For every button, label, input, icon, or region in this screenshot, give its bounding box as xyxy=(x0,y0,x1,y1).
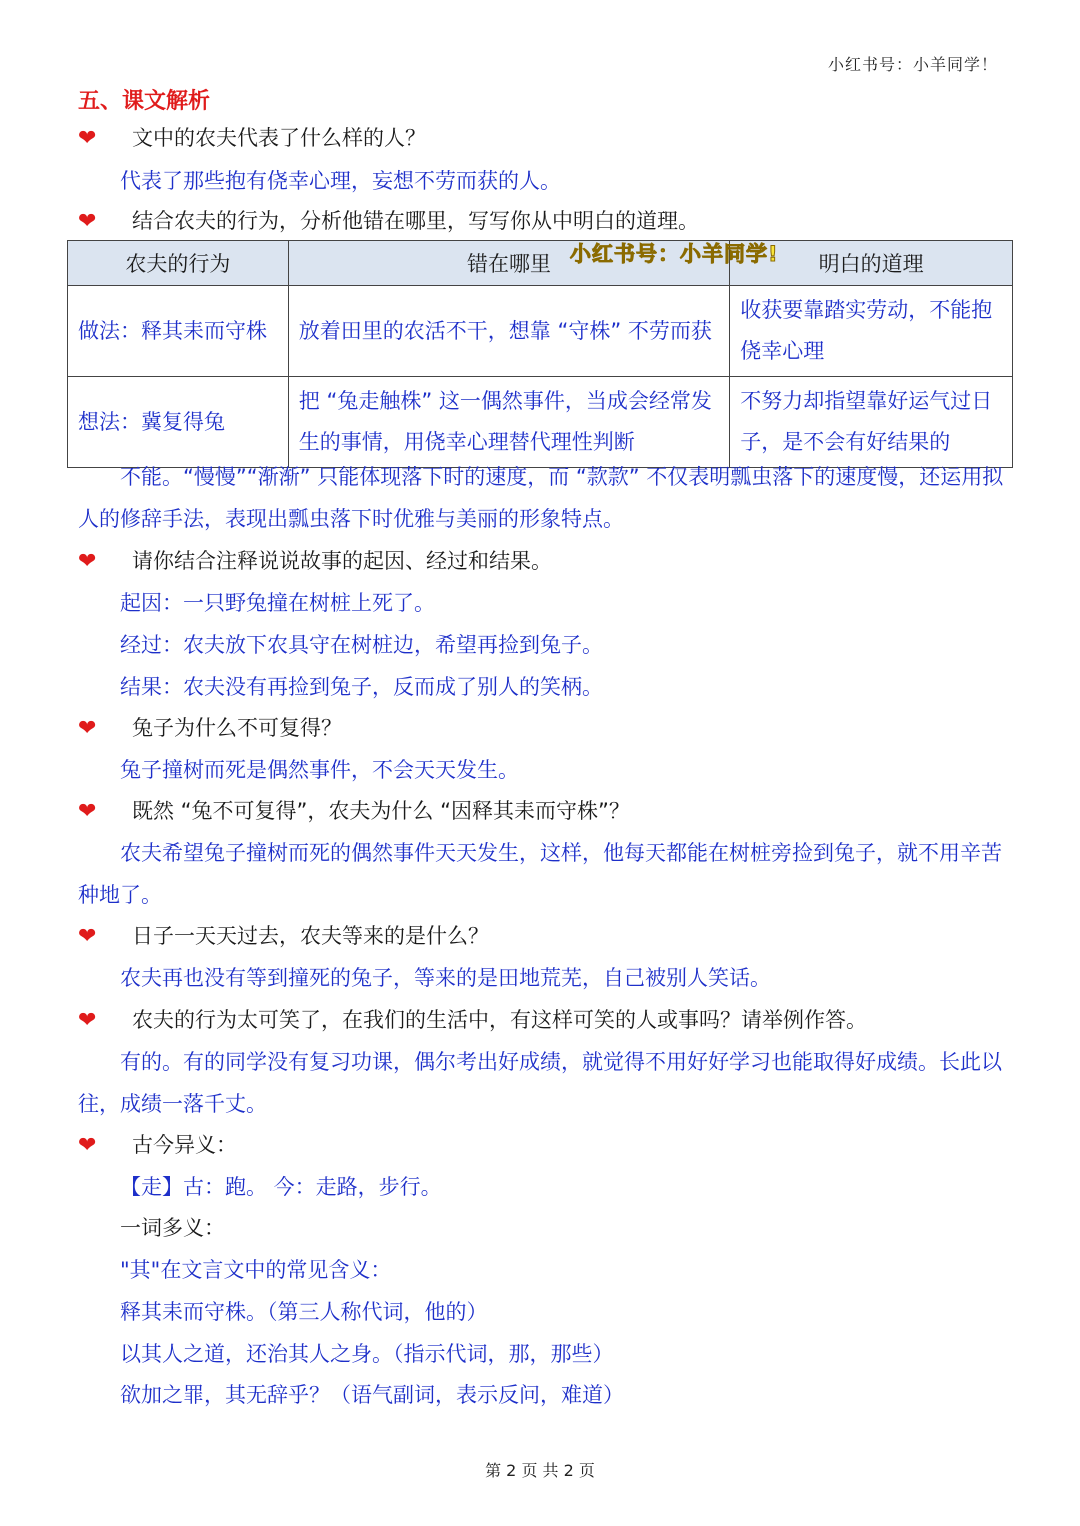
header-note: 小红书号：小羊同学！ xyxy=(827,55,998,74)
table-cell: 收获要靠踏实劳动，不能抱侥幸心理 xyxy=(730,286,1013,377)
answer-3-process: 经过：农夫放下农具守在树桩边，希望再捡到兔子。 xyxy=(120,633,603,657)
heart-icon: ❤ xyxy=(78,799,97,824)
table-row xyxy=(68,377,1013,468)
table-cell: 把 “兔走触株” 这一偶然事件，当成会经常发生的事情，用侥幸心理替代理性判断 xyxy=(288,377,729,468)
heart-icon: ❤ xyxy=(78,549,97,574)
heart-icon: ❤ xyxy=(78,126,97,151)
table-header: 明白的道理 xyxy=(730,241,1013,286)
answer-5: 农夫希望兔子撞树而死的偶然事件天天发生，这样，他每天都能在树桩旁捡到兔子，就不用辛苦种地了。 xyxy=(78,841,1002,907)
table-cell: 想法：冀复得兔 xyxy=(68,377,289,468)
answer-8-qi-2: 以其人之道，还治其人之身。（指示代词，那，那些） xyxy=(120,1342,614,1366)
analysis-table xyxy=(67,240,1013,468)
question-6: ❤ 日子一天天过去，农夫等来的是什么？ xyxy=(78,915,489,958)
table-row xyxy=(68,286,1013,377)
question-5: ❤ 既然 “兔不可复得”，农夫为什么 “因释其耒而守株”？ xyxy=(78,790,630,833)
table-cell: 放着田里的农活不干，想靠 “守株” 不劳而获 xyxy=(288,286,729,377)
watermark: 小红书号：小羊同学! xyxy=(570,242,779,266)
section-title: 五、课文解析 xyxy=(78,89,211,114)
answer-7: 有的。有的同学没有复习功课，偶尔考出好成绩，就觉得不用好好学习也能取得好成绩。长此以往，成绩一落千丈。 xyxy=(78,1050,1002,1116)
answer-1: 代表了那些抱有侥幸心理，妄想不劳而获的人。 xyxy=(120,169,561,193)
extra-paragraph: 不能。“慢慢”“渐渐” 只能体现落下时的速度，而 “款款” 不仅表明瓢虫落下的速度慢，还运用拟人的修辞手法，表现出瓢虫落下时优雅与美丽的形象特点。 xyxy=(78,465,1004,531)
polysemy-label: 一词多义： xyxy=(120,1216,225,1240)
answer-8-qi-1: 释其耒而守株。（第三人称代词，他的） xyxy=(120,1300,488,1324)
question-7: ❤ 农夫的行为太可笑了，在我们的生活中，有这样可笑的人或事吗？请举例作答。 xyxy=(78,999,867,1042)
table-cell: 不努力却指望靠好运气过日子，是不会有好结果的 xyxy=(730,377,1013,468)
question-8: ❤ 古今异义： xyxy=(78,1124,237,1167)
table-header: 错在哪里 xyxy=(288,241,729,286)
answer-8-zou: 【走】古：跑。 今：走路，步行。 xyxy=(120,1175,442,1199)
heart-icon: ❤ xyxy=(78,1008,97,1033)
question-2: ❤ 结合农夫的行为，分析他错在哪里，写写你从中明白的道理。 xyxy=(78,200,699,243)
answer-6: 农夫再也没有等到撞死的兔子，等来的是田地荒芜，自己被别人笑话。 xyxy=(120,966,771,990)
heart-icon: ❤ xyxy=(78,924,97,949)
question-4: ❤ 兔子为什么不可复得？ xyxy=(78,707,342,750)
answer-8-qi-3: 欲加之罪，其无辞乎？（语气副词，表示反问，难道） xyxy=(120,1383,624,1407)
heart-icon: ❤ xyxy=(78,1133,97,1158)
page-footer: 第 2 页 共 2 页 xyxy=(485,1461,595,1480)
question-3: ❤ 请你结合注释说说故事的起因、经过和结果。 xyxy=(78,540,552,583)
answer-4: 兔子撞树而死是偶然事件，不会天天发生。 xyxy=(120,758,519,782)
heart-icon: ❤ xyxy=(78,209,97,234)
answer-3-result: 结果：农夫没有再捡到兔子，反而成了别人的笑柄。 xyxy=(120,675,603,699)
table-cell: 做法：释其耒而守株 xyxy=(68,286,289,377)
question-1: ❤ 文中的农夫代表了什么样的人？ xyxy=(78,117,426,160)
answer-8-qi-title: "其"在文言文中的常见含义： xyxy=(120,1258,392,1282)
table-header-row xyxy=(68,241,1013,286)
answer-3-cause: 起因：一只野兔撞在树桩上死了。 xyxy=(120,591,435,615)
heart-icon: ❤ xyxy=(78,716,97,741)
table-header: 农夫的行为 xyxy=(68,241,289,286)
